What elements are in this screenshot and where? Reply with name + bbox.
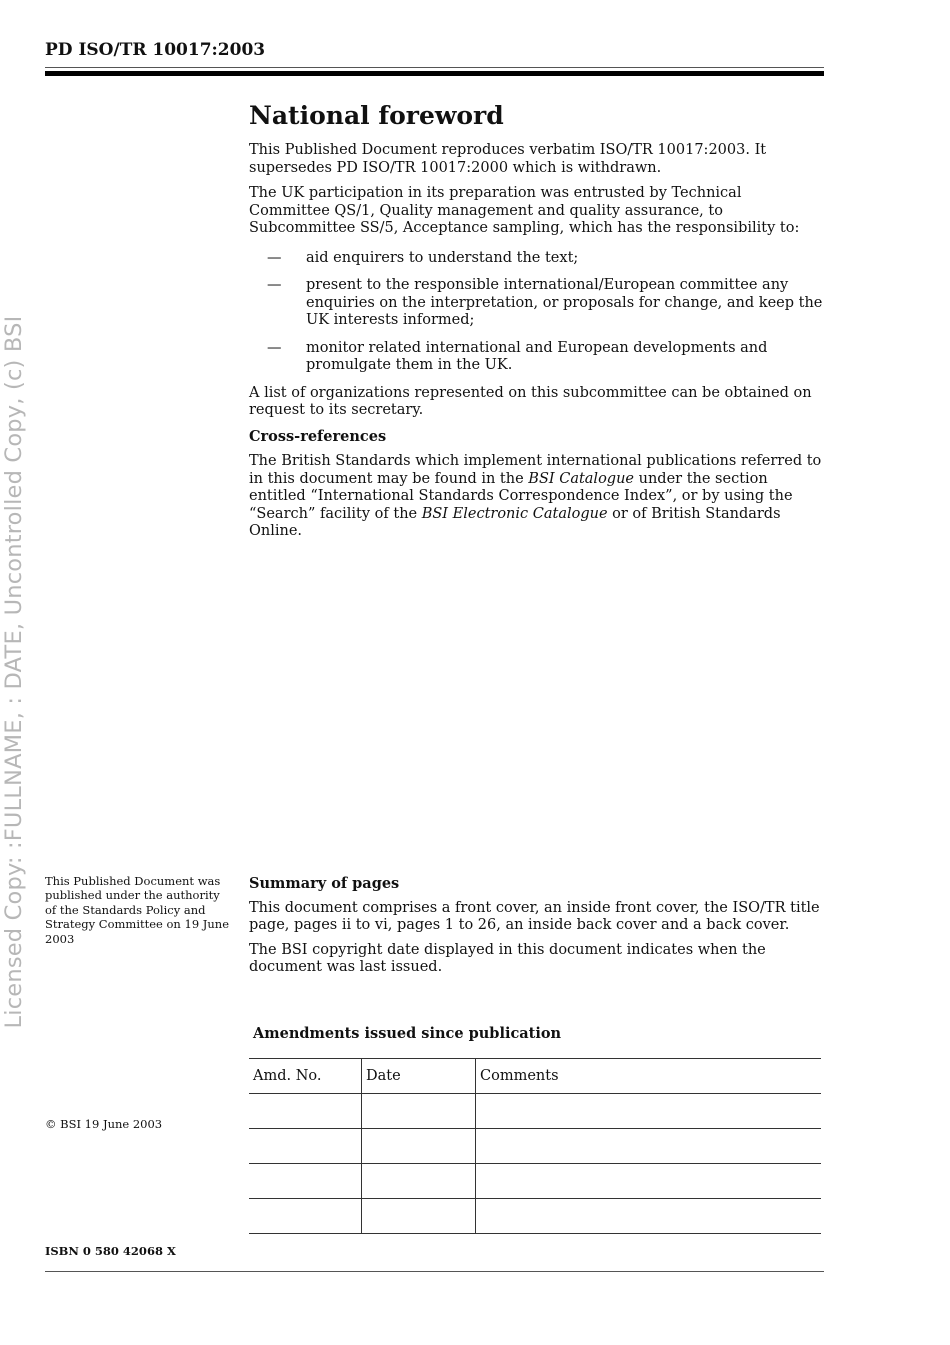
summary-para-2: The BSI copyright date displayed in this document indicates when the document was last issued. (249, 941, 766, 975)
isbn: ISBN 0 580 42068 X (45, 1244, 176, 1258)
table-cell (249, 1129, 362, 1164)
main-content (249, 100, 824, 549)
table-cell (249, 1094, 362, 1129)
table-cell (249, 1164, 362, 1199)
amendments-table (249, 1058, 821, 1234)
dash-bullet: — (267, 339, 282, 356)
page-title: National foreword (249, 101, 504, 130)
cross-references-heading: Cross-references (249, 427, 387, 445)
bsi-catalogue-title: BSI Catalogue (528, 470, 635, 487)
cross-references-text (249, 453, 824, 541)
header-rule-thin (45, 67, 824, 68)
summary-heading: Summary of pages (249, 875, 400, 892)
cross-references-text-part: The British Standards which implement international publications referred to in this document may be found in the (249, 453, 822, 487)
table-cell (362, 1129, 476, 1164)
cross-references-text-part: or of British Standards Online. (249, 505, 781, 539)
document-id: PD ISO/TR 10017:2003 (45, 40, 266, 60)
summary-of-pages (249, 875, 824, 984)
foreword-para-2: The UK participation in its preparation was entrusted by Technical Committee QS/1, Quality management and quality assurance, to Subcommittee SS/5, Acceptance sampling, which has the responsibility to: (249, 185, 800, 236)
watermark-text: Licensed Copy: :FULLNAME, : DATE, Uncontrolled Copy, (c) BSI (1, 315, 27, 1029)
list-item-text: present to the responsible international/European committee any enquiries on the interpretation, or proposals for change, and keep the UK interests informed; (306, 277, 823, 328)
summary-para-1: This document comprises a front cover, an inside front cover, the ISO/TR title page, pages ii to vi, pages 1 to 26, an inside back cover and a back cover. (249, 899, 820, 933)
publication-authority-note: This Published Document was published under the authority of the Standards Policy and Strategy Committee on 19 June 2003 (45, 874, 230, 946)
header-rule-thick (45, 71, 824, 76)
column-header-amd-no: Amd. No. (249, 1059, 362, 1094)
column-header-comments: Comments (476, 1059, 822, 1094)
list-item (249, 250, 824, 268)
table-cell (476, 1164, 822, 1199)
responsibility-list (249, 250, 824, 375)
footer-rule (45, 1271, 824, 1272)
table-row (249, 1094, 821, 1129)
table-row (249, 1129, 821, 1164)
foreword-para-1: This Published Document reproduces verbatim ISO/TR 10017:2003. It supersedes PD ISO/TR 10017:2000 which is withdrawn. (249, 142, 767, 176)
table-row (249, 1164, 821, 1199)
table-row (249, 1199, 821, 1234)
table-cell (362, 1164, 476, 1199)
column-header-date: Date (362, 1059, 476, 1094)
copyright-notice: © BSI 19 June 2003 (45, 1117, 163, 1131)
amendments-title: Amendments issued since publication (253, 1025, 562, 1042)
cross-references-text-part: under the section entitled “International Standards Correspondence Index”, or by using the “Search” facility of the (249, 470, 793, 522)
foreword-para-3: A list of organizations represented on this subcommittee can be obtained on request to its secretary. (249, 384, 812, 418)
list-item (249, 277, 824, 330)
list-item-text: monitor related international and European developments and promulgate them in the UK. (306, 339, 768, 373)
list-item-text: aid enquirers to understand the text; (306, 249, 579, 266)
dash-bullet: — (267, 249, 282, 266)
table-cell (362, 1199, 476, 1234)
table-header-row (249, 1059, 821, 1094)
dash-bullet: — (267, 277, 282, 293)
table-cell (476, 1129, 822, 1164)
table-cell (476, 1199, 822, 1234)
table-cell (476, 1094, 822, 1129)
table-cell (362, 1094, 476, 1129)
bsi-electronic-catalogue-title: BSI Electronic Catalogue (421, 505, 608, 522)
list-item (249, 340, 824, 375)
table-cell (249, 1199, 362, 1234)
